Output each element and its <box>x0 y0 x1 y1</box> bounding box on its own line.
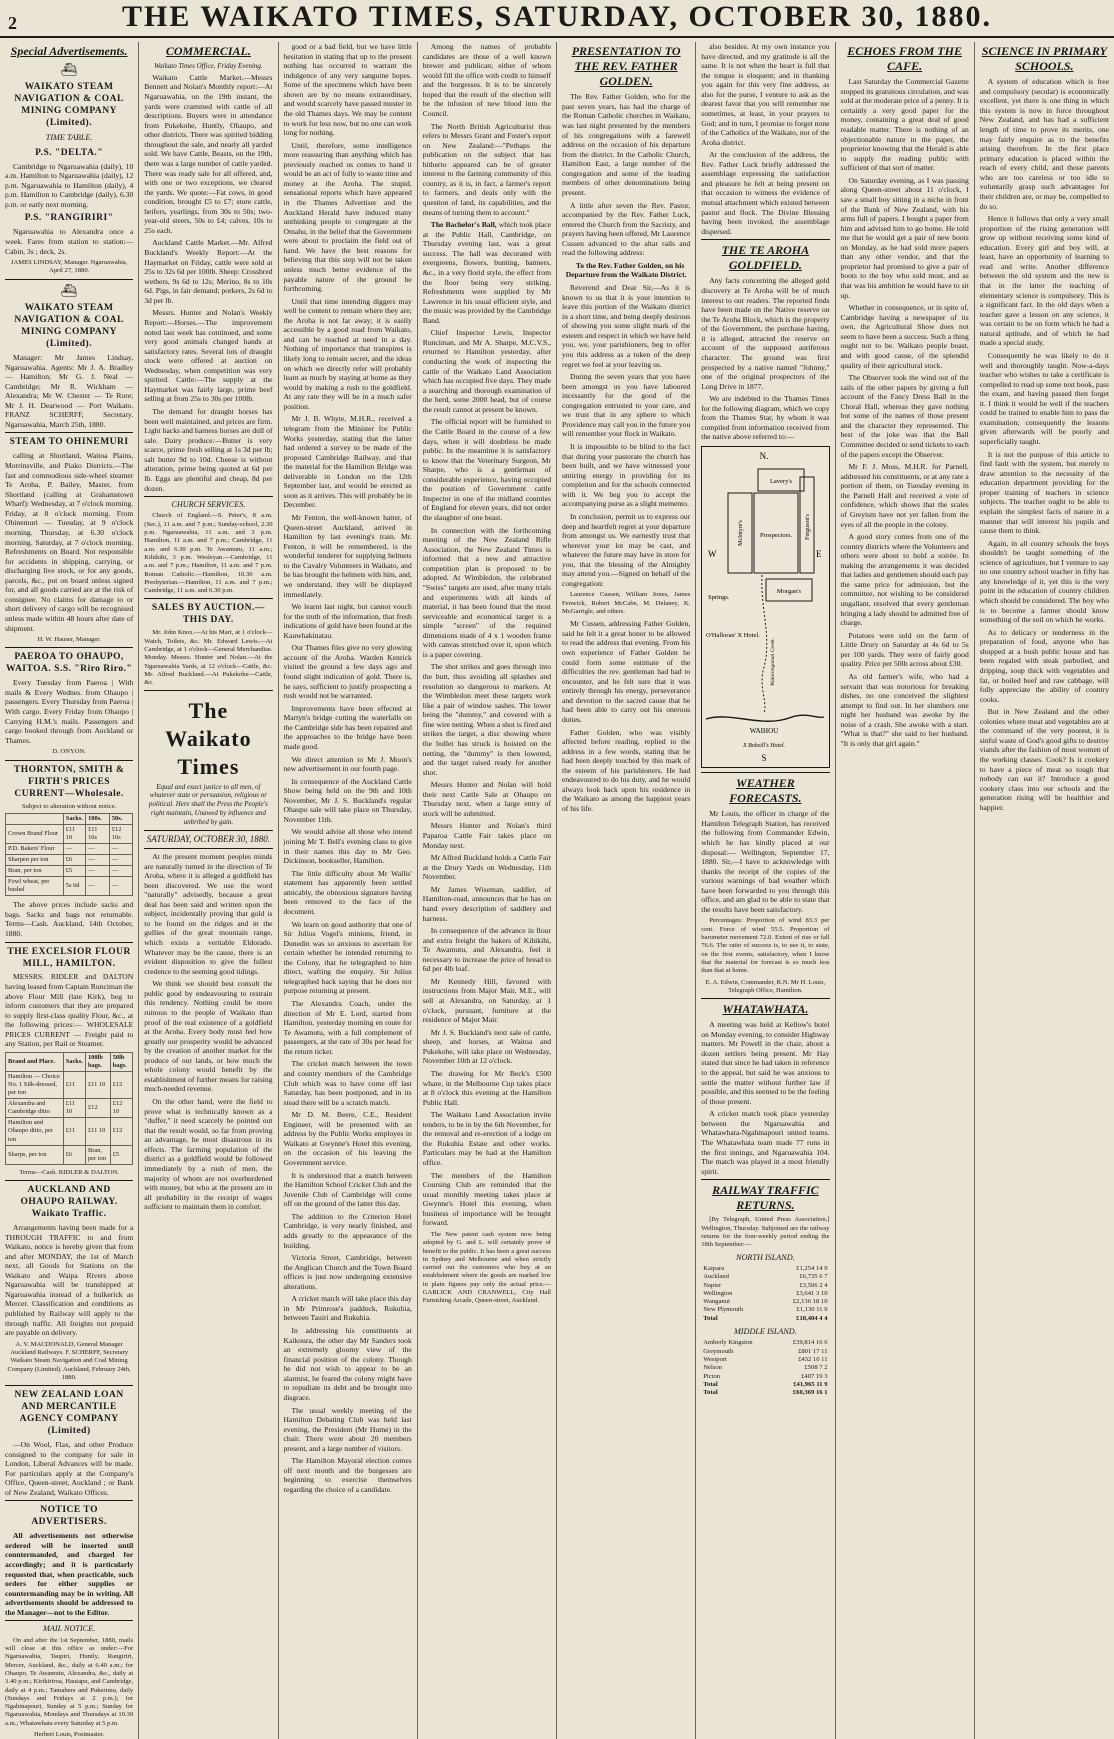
notice-title: NOTICE TO ADVERTISERS. <box>31 1505 107 1528</box>
table-cell: — <box>86 866 110 877</box>
table-row <box>701 1356 829 1364</box>
table-header: 100s. <box>86 813 110 824</box>
notice-title: PAEROA TO OHAUPO, WAITOA. S.S. "Riro Riro." <box>6 652 133 675</box>
map-river-line <box>706 715 824 721</box>
table-cell: Total <box>703 1389 718 1397</box>
table-header: Brand and Place. <box>6 1052 64 1071</box>
leader-paragraph: On the other hand, were the field to prove what is technically known as a "duffer," it need scarcely be pointed out that the result would, so far from proving an advantage, be most disastrous in its effects. The farming population of the district as a goldfield would be followed immediately by a rush of men, the majority of whom are not overburdened with money, but who at the present are in all probability in the receipt of wages sufficient to maintain them in comfort. <box>144 1097 273 1212</box>
article-paragraph: Messrs. Hunter and Nolan's Weekly Report:—Horses.—The improvement noted last week has continued, and some very good animals changed hands at satisfactory rates. Several lots of draught stock were offered at auction on Wednesday, when competition was very spirited. Cattle:—The supply at the Haymarket was fairly large, prime beef selling at from 25s to 30s per 100lb. <box>144 308 273 404</box>
table-cell: £12 <box>85 1099 110 1118</box>
article-paragraph: Until that time intending diggers may well be content to remain where they are; the Aroha is not far away; it is easily accessible by a good road from Waikato, and can be reached at need in a day. Nothing of importance that transpires is likely long to remain secret, and the ideas on which we directly refer will probably learn as much by staying at home as they would by making a rush to the goldfield. At any rate they will be in a much safer position. <box>283 296 412 411</box>
table-row <box>6 877 133 896</box>
price-table-excelsior <box>5 1052 133 1165</box>
table-cell: £11 <box>63 1072 85 1099</box>
notice-text: calling at Shortland, Waitoa Plains, Morrinsville, and Piako Districts.—The fast and commodious side-wheel steamer Te Aroha, P. Bailey, Master, from Shortland (calling at Grahamstown Wharf): Wednesday, at 7 o'clock morning. Friday, at 8 o'clock morning. From Ohinemuri — Tuesday, at 9 o'clock morning. Thursday, at 6.30 o'clock morning. Saturday, at 7 o'clock morning. Refreshments on Board. Not responsible for accidents in shipping, carrying, or discharging live stock, or for any goods, parcels, &c., put on board unless signed for, and all goods carried are at the risk of consignee. No claims for damage to or short delivery of cargo will be recognised unless made within 48 hours after date of shipment. <box>5 451 134 633</box>
commercial-subheading: Waikato Times Office, Friday Evening. <box>154 62 263 71</box>
news-item: Mr Kennedy Hill, favored with instructions from Major Mair, M.E., will sell at Alexandra, on Saturday, at 1 o'clock, pursuant, furniture at the residence of Major Mair. <box>422 976 551 1025</box>
signoff: E. A. Edwin, Commander, R.N. Mr H. Louis, Telegraph Office, Hamilton. <box>705 978 826 994</box>
table-cell: Westport <box>703 1355 727 1363</box>
table-header: 100lb bags. <box>85 1052 110 1071</box>
article-paragraph: Mr Louis, the officer in charge of the Hamilton Telegraph Station, has received the following from Commander Edwin, which he has kindly placed at our disposal:— Wellington, September 17, 1880. Sir,—I have to acknowledge with thanks the receipt of the copies of the various warnings of bad weather which have been forwarded to you through this office, and am glad to be able to state that the results have been satisfactory. <box>701 809 830 914</box>
sales-heading: SALES BY AUCTION.—THIS DAY. <box>151 603 265 626</box>
weather-heading: WEATHER FORECASTS. <box>729 776 802 806</box>
divider <box>144 830 272 831</box>
news-item: The North British Agriculturist thus refers to Messrs Grant and Foster's report on New Zealand:—"Perhaps the publication on the subject that has hitherto appeared can be of greater interest to the farming community of this country, as it is, in fact, a farmer's report to farmers, and deals only with the question of land, its capabilities, and the means of turning them to account." <box>422 121 551 217</box>
article-paragraph: As to delicacy or tenderness in the preparation of food, anyone who has shopped at a bush public house and has been regaled with steak parboiled, and dripping, soup thick with vegetables and fat, or boiled beef and raw cabbage, will fully appreciate the ability of country cooks. <box>979 627 1109 704</box>
church-services-text: Church of England.—S. Peter's, 8 a.m. (Sec.), 11 a.m. and 7 p.m.; Sunday-school, 2.30 p.m. Ngaruawahia, 11 a.m. and 3 p.m. Hamilton, 11 a.m. and 7 p.m.; Cambridge, 11 a.m. and 6.30 p.m. Te Awamutu, 11 a.m.; Kihikihi, 3 p.m. Wesleyan.—Cambridge, 11 a.m. and 7 p.m.; Hamilton, 11 a.m. and 7 p.m. Roman Catholic.—Hamilton, 10.30 a.m. Presbyterian.—Hamilton, 11 a.m. and 7 p.m.; Cambridge, 11 a.m. and 6.30 p.m. <box>144 512 273 595</box>
column-1-advertisements <box>0 42 139 1739</box>
article-paragraph: It is not the purpose of this article to find fault with the system, but merely to draw attention to the necessity of the education department providing for the proper training of teachers in science subjects. The teacher ought to be able to explain the simplest facts of nature in a manner that will interest his pupils and cause them to think. <box>979 449 1109 536</box>
column-5-presentation <box>557 42 696 1739</box>
science-heading: SCIENCE IN PRIMARY SCHOOLS. <box>981 44 1107 74</box>
table-cell: £6,735 6 7 <box>799 1273 828 1281</box>
table-cell: £11 10s <box>86 824 110 843</box>
map-river-label: WAIHOU <box>750 727 779 736</box>
divider <box>5 1180 133 1181</box>
notice-text: All advertisements not otherwise ordered will be inserted until countermanded, and charged for accordingly; and it is particularly requested that, when practicable, such orders for either supplies or countermanding may be in writing. All advertisements should be addressed to the Manager—not to the Editor. <box>5 1531 134 1617</box>
table-header: Sacks. <box>63 813 85 824</box>
steamship-icon: ⛴ <box>60 282 78 298</box>
table-row <box>6 855 133 866</box>
table-cell: — <box>86 855 110 866</box>
table-cell: Kaipara <box>703 1264 725 1272</box>
table-row <box>701 1306 829 1314</box>
goldfield-heading: THE TE AROHA GOLDFIELD. <box>721 243 810 273</box>
table-row <box>6 1072 133 1099</box>
price-table-thornton <box>5 813 133 897</box>
notice-text: On and after the 1st September, 1880, mails will close at this office as under:—For Ngaruawahia, Taupiri, Huntly, Rangiriri, Mercer, Auckland, &c., daily at 6.40 a.m.; for Ohaupo, Te Awamutu, Alexandra, &c., daily at 3.40 p.m.; Kirikiriroa, Hautapu, and Cambridge, daily at 4 p.m.; Tamahere and Pukerimu, daily (Sundays and Fridays at 2 p.m.); for Ngahinapouri, Sunday at 5 p.m.; Sunday for Ngaruawahia, Mondays and Thursdays at 10.30 a.m.; Whatawhata every Saturday at 5 p.m. <box>5 1636 134 1727</box>
news-item: The usual weekly meeting of the Hamilton Debating Club was held last evening, the President (Mr Hume) in the chair. There were about 20 members present, and a large number of visitors. <box>283 1405 412 1453</box>
article-paragraph: At the conclusion of the address, the Rev. Father Luck briefly addressed the assemblage expressing the satisfaction and pleasure he felt at being present on that occasion to witness the evidence of mutual attachment which existed between pastor and flock. The Divine Blessing having been invoked, the assemblage dispersed. <box>701 150 830 236</box>
notice-title: MAIL NOTICE. <box>43 1624 96 1634</box>
traffic-section-label: NORTH ISLAND. <box>736 1252 795 1262</box>
table-cell: £11 10 <box>85 1118 110 1145</box>
table-cell: £407 19 3 <box>801 1372 828 1380</box>
divider <box>701 239 829 240</box>
divider <box>5 1620 133 1621</box>
railway-heading: RAILWAY TRAFFIC RETURNS. <box>712 1183 819 1213</box>
news-item: In connection with the forthcoming meeting of the New Zealand Rifle Association, the New Zealand Times is informed that a new and attractive competition plan is proposed to be adopted. At Wimbledon, the celebrated "Swiss" targets are used, after many trials and experiments with all kinds of material, it has been found that the most serviceable and economical target is a simple "screen" of the required dimensions made of 4 x 1 wooden frame with canvas stretched over it, upon which is a paper covering. <box>422 525 551 659</box>
map-east-label: E <box>816 549 822 560</box>
news-item: The addition to the Criterion Hotel Cambridge, is very nearly finished, and adds greatly to the appearance of the building. <box>283 1211 412 1250</box>
article-paragraph: A cricket match took place yesterday between the Ngaruawahia and Whatawhata-Ngahinapouri united teams. The Whatawhata team made 77 runs in the first innings, and Ngaruawahia 104. The match was played in a most friendly spirit. <box>701 1109 830 1176</box>
article-paragraph: Potatoes were sold on the farm of Little Drury on Saturday at 4s 6d to 5s per 100 yards. They were of fairly good quality. Price per 50lb across about £30. <box>840 630 969 669</box>
table-cell: £11 10 <box>85 1072 110 1099</box>
table-row <box>6 1099 133 1118</box>
traffic-table-north <box>701 1265 829 1323</box>
news-item: The Waikato Land Association invite tenders, to be in by the 6th November, for the removal and re-erection of a lodge on the Rukuhia Estate and other works. Particulars may be had at the Hamilton office. <box>422 1110 551 1167</box>
table-cell: Sharpen per ton <box>6 855 64 866</box>
notice-text: The above prices include sacks and bags. Sacks and bags not returnable. Terms—Cash. Auckland, 14th October, 1880. <box>5 900 134 938</box>
table-row <box>701 1265 829 1273</box>
table-cell: Auckland <box>703 1273 729 1281</box>
divider <box>701 772 829 773</box>
table-row <box>701 1348 829 1356</box>
article-paragraph: The demand for draught horses has been well maintained, and prices are firm. Light hacks and harness horses are dull of sale. Dairy produce:—Butter is very scarce, prime fresh selling at 1s 3d per lb; salt butter 9d to 10d. Cheese is without alteration, prime being quoted at 6d per lb. Eggs are plentiful and cheap, 8d per dozen. <box>144 407 273 493</box>
article-paragraph: But in New Zealand and the other colonies where meat and vegetables are at the command of the very poorest, it is sinful waste of God's good gifts to destroy viands after the fashion of most women of the working classes. Cook? Is it cookery to have a piece of meat so tough that nobody can eat it? Introduce a good cookery class into our schools and the generation rising will be healthier and happier. <box>979 707 1109 812</box>
news-item: The little difficulty about Mr Wallis' statement has apparently been settled amicably, the obnoxious signature having been removed to the face of the document. <box>283 868 412 916</box>
table-cell: — <box>63 843 85 854</box>
notice-title: THORNTON, SMITH & FIRTH'S PRICES CURRENT—Wholesale. <box>13 764 125 799</box>
table-cell: Amberly Kingston <box>703 1339 753 1347</box>
timetable-label: TIME TABLE. <box>45 133 93 143</box>
map-south-label: S <box>761 753 767 764</box>
notice-title: AUCKLAND AND OHAUPO RAILWAY. Waikato Traffic. <box>20 1185 118 1219</box>
map-claim-label: Ferguson's <box>805 514 812 540</box>
news-item: We would advise all those who intend joining Mr T. Bell's evening class to give in their names this day to Mr Geo. Dickinson, bookseller, Hamilton. <box>283 827 412 866</box>
table-cell: Nelson <box>703 1364 722 1372</box>
news-item: In consequence of the advance in flour and extra freight the bakers of Kihikihi, Te Awamutu, and Alexandra, feel it necessary to increase the price of bread to 6d per 4lb loaf. <box>422 926 551 974</box>
table-cell: £508 7 2 <box>804 1364 828 1372</box>
signoff: H. W. Hauser, Manager. <box>37 636 101 644</box>
steamship-icon: ⛴ <box>60 62 78 78</box>
table-cell: £11 <box>63 1118 85 1145</box>
divider <box>144 848 272 849</box>
article-paragraph: Reverend and Dear Sir,—As it is known to us that it is your intention to leave this portion of the Waikato district in a short time, and being deeply desirous of showing you some slight mark of the esteem and respect in which we have held you, we, your parishioners, beg to offer you this address as a token of the deep regret we feel at your leaving us. <box>562 283 691 369</box>
notice-text: —On Wool, Flax, and other Produce consigned to the company for sale in London, Liberal Advances will be made. For particulars apply at the Company's Office, Queen-street, Auckland ; or Bank of New Zealand, Waikato Offices. <box>5 1440 134 1497</box>
notice-subtitle: Subject to alteration without notice. <box>21 802 117 810</box>
map-west-label: W <box>708 549 717 560</box>
table-row <box>6 843 133 854</box>
article-paragraph: During the seven years that you have been amongst us you have laboured incessantly for the good of the congregation entrusted to your care, and we trust that in any sphere to which Providence may call you in the future you will remember your flock in Waikato. <box>562 372 691 439</box>
paper-nameplate: The Waikato Times <box>165 698 252 779</box>
article-paragraph: Hence it follows that only a very small proportion of the rising generation will grow up without receiving some kind of education. Every girl and boy will, at least, have an opportunity of learning to read and write. Another difference between the old system and the new is that in the latter the teaching of elementary science is compulsory. This is a significant fact. In the old days when a teacher gave a lesson on any science, it was certain to be on form which he had a natural aptitude, and of which he had made a special study. <box>979 214 1109 348</box>
table-cell: £41,965 11 9 <box>793 1380 828 1388</box>
page-number: 2 <box>8 13 17 33</box>
ship-name: P.S. "RANGIRIRI" <box>24 213 114 224</box>
church-services-heading: CHURCH SERVICES. <box>171 500 246 510</box>
table-cell: £12 10s <box>109 824 132 843</box>
advertorial: The New patent cash system now being adopted by G. and L. will certainly prove of benefit to the public. It has been a great success in Sydney and Melbourne and when strictly carried out the customers who buy at an establishment where the goods are marked low in plain figures pay only the actual price.—GARLICK AND CRANWELL, City Hall Furnishing Arcade, Queen-street, Auckland. <box>422 1230 551 1305</box>
table-row <box>701 1298 829 1306</box>
table-row <box>6 866 133 877</box>
article-paragraph: Father Golden, who was visibly affected before reading, replied to the address in a few words, stating that he had been deeply touched by this mark of the esteem of his parishioners. He had endeavoured to do his duty, and he would always look back upon his residence in the Waikato as among the happiest years of his life. <box>562 727 691 814</box>
column-4-news <box>418 42 557 1739</box>
news-item: In addressing his constituents at Kaikoura, the other day Mr Sanders took an extremely gloomy view of the financial position of the colony. Though he did not wish to appear to be an alarmist, he feared the colony might have to repudiate its debt and be brought into disgrace. <box>283 1326 412 1402</box>
table-cell: Hamilton — Choice No. 1 Silk-dressed, per ton <box>6 1072 64 1099</box>
address-signatures: Laurence Cussen, William Jones, James Fenwick, Robert McCabe, M. Delaney, K. McGarrigle, and others. <box>562 591 691 616</box>
article-paragraph: Any facts concerning the alleged gold discovery at Te Aroha will be of much interest to our readers. The reported finds have been made on the Native reserve on the Te Aroha Block, which is the property of the Government, the purchase having, it is alleged, attracted the reserve on account of the supposed auriferous character. The ground was first prospected by a native named "Johnny," one of the original prospectors of the Long Drive in 1877. <box>701 276 830 391</box>
notice-text: MESSRS. RIDLER and DALTON having leased from Captain Runciman the above Flour Mill (late Kirk), beg to inform customers that they are prepared to supply first-class quality Flour, &c., at the following prices:— WHOLESALE PRICES CURRENT — Freight paid to any Station, per Rail or Steamer. <box>5 972 134 1049</box>
leader-paragraph: At the present moment peoples minds are naturally turned in the direction of Te Aroha, where it is alleged a goldfield has been discovered. We use the word "naturally" advisedly, because a great deal has been said and written upon the subject, incidentally proving that gold is to be found on the ridges and in the gullies of the great mountain range, which exists a veritable Eldorado. Whatever may be the cause, there is an evident disposition to give the fullest credence to the seeming good tidings. <box>144 851 273 976</box>
article-paragraph: Mr F. J. Moss, M.H.R. for Parnell, addressed his constituents, or at any rate a portion of them, on Tuesday evening in the Parnell Hall and received a vote of confidence, which shows that the scales of Greyism have not yet fallen from the eyes of all the people in the colony. <box>840 462 969 529</box>
divider <box>144 690 272 691</box>
column-3-news <box>279 42 418 1739</box>
table-cell: Bran, per ton <box>85 1145 110 1164</box>
table-cell: £6 <box>63 855 85 866</box>
table-cell: Alexandra and Cambridge ditto <box>6 1099 64 1118</box>
divider <box>5 1500 133 1501</box>
map-claim-label: Lavery's <box>770 478 793 486</box>
news-item: The Hamilton Mayoral election comes off next month and the burgesses are beginning to exercise themselves regarding the choice of a candidate. <box>283 1456 412 1494</box>
table-cell: £12 10 <box>110 1099 133 1118</box>
article-paragraph: The Rev. Father Golden, who for the past seven years, has had the charge of the Roman Catholic churches in Waikato, was last night presented by the members of his congregations with a farewell address on the occasion of his departure from the district. In the Catholic Church, Hamilton East, a large number of the congregation and some of the leading members of other denominations being present. <box>562 92 691 197</box>
map-north-label: N. <box>759 451 769 462</box>
news-item: A cricket match will take place this day in Mr Primrose's paddock, Rukuhia, between Tauiri and Rukuhia. <box>283 1294 412 1323</box>
article-paragraph: Whether in consequence, or in spite of, Cambridge having a newspaper of its own, the Agricultural Show does not seem to have been a success. Such a thing ought not to be. Waikato people boast, and with good cause, of the splendid quality of their agricultural stock. <box>840 303 969 370</box>
article-paragraph: Mr Cussen, addressing Father Golden, said he felt it a great honor to be allowed to read the address that evening. From his own experience of Father Golden he could form some estimate of the difficulties the rev. gentleman had had to encounter, and he felt sure that it was entirely through his energy, perseverance and devotion to the sacred cause that he had been able to carry out his onerous duties. <box>562 619 691 724</box>
table-row <box>701 1339 829 1347</box>
article-paragraph: As old farmer's wife, who had a servant that was notorious for breaking dishes, no one conceived the slightest attempt to find out. In her slumbers one night her husband was awoke by the noise of a crash. She awoke with a start. "What is that?" she said to her husband. "It is only that girl again." <box>840 671 969 748</box>
divider <box>144 496 272 497</box>
table-row <box>701 1282 829 1290</box>
timetable-text: Cambridge to Ngaruawahia (daily), 10 a.m. Hamilton to Ngaruawahia (daily), 12 p.m. Ngaruawahia to Hamilton (daily), 4 p.m. Hamilton to Cambridge (daily), 6.30 p.m. or early next morning. <box>5 161 134 209</box>
table-cell: £6 <box>63 1145 85 1164</box>
news-item: Messrs Hunter and Nolan will hold their next Cattle Sale at Ohaupo on Thursday next, when a large entry of stock will be submitted. <box>422 780 551 818</box>
traffic-table-middle <box>701 1339 829 1397</box>
news-item: Among the names of probable candidates are those of a well known brewer and publican; either of whom would fill the office with credit to himself and the burgesses. It is to be sincerely hoped that the result of the election will be the infusion of new blood into the Council. <box>422 42 551 118</box>
divider <box>5 647 133 648</box>
timetable-text: Ngaruawahia to Alexandra once a week. Fares from station to station:—Cabin, 3s ; deck, 2s. <box>5 227 134 256</box>
news-item: The Alexandra Coach, under the direction of Mr E. Lord, started from Hamilton, yesterday morning en route for Te Awamutu, with a full complement of passengers, at the rate of 30s per head for the return ticket. <box>283 999 412 1056</box>
table-cell: £432 10 11 <box>798 1355 828 1363</box>
article-paragraph: On Saturday evening, as I was passing along Queen-street about 11 o'clock, I saw a small boy sitting in a niche in front of the Bank of New Zealand, with his arms full of papers. I bought a paper from him and advised him to go home. He told me that he would get a pair of new boots on Monday, as he had sold more papers than any other vendor, and that the proprietor had promised to give a pair of boots to the boy who sold most, and as that was his ambition he would have to sit up. <box>840 175 969 300</box>
table-cell: Sharps, per ton <box>6 1145 64 1164</box>
news-item-body: which took place at the Public Hall, Cambridge, on Thursday evening last, was a great success. The hall was decorated with evergreens, flowers, bunting, banners, &c., in a very florid style, the effect from the floor being very striking. Refreshments were supplied by Mr Lawrence in his usual efficient style, and the music was provided by the Cambridge Band. <box>422 220 551 325</box>
news-item: The shot strikes and goes through into the butt, thus avoiding all splashes and resolution so dangerous to markers. At the Wimbledon meet these targets work like a pair of window sashes. The lower being the "dummy," and covered with a fine wire netting. When a shot is fired and strikes the target, a disc showing where the bullet has struck is hoisted on the netting, the "dummy" is then lowered, and the target raised ready for another shot. <box>422 662 551 777</box>
table-cell: £3,641 3 10 <box>796 1289 828 1297</box>
article-paragraph: [By Telegraph, United Press Association.] Wellington, Thursday. Subjoined are the railway returns for the four-weekly period ending the 18th September:— <box>701 1216 830 1249</box>
signoff: Terms—Cash. RIDLER & DALTON. <box>19 1168 119 1176</box>
table-cell: Crown Brand Flour <box>6 824 64 843</box>
map-claim-label: Morgan's <box>777 588 802 596</box>
article-paragraph: A little after seven the Rev. Pastor, accompanied by the Rev. Father Luck, entered the Church from the Sacristy, and prayers having been offered, Mr Laurence Cussen advanced to the altar rails and read the following address: <box>562 200 691 258</box>
news-item: Mr J. B. Whyte, M.H.R., received a telegram from the Minister for Public Works yesterday, stating that the latter had ordered a survey to be made of the proposed Cambridge Railway, and that the material for the Hamilton Bridge was deliverable in London on the 12th September last, and would be erected as soon as it arrives. This will probably be in December. <box>283 414 412 510</box>
ship-name: P.S. "DELTA." <box>35 147 104 158</box>
news-item: Mr J. S. Buckland's next sale of cattle, sheep, and horses, at Waitoa and Pukekohe, will take place on Wednesday, November 10th at 12 o'clock. <box>422 1027 551 1066</box>
commercial-heading: COMMERCIAL. <box>165 44 251 58</box>
article-paragraph: good or a bad field, but we have little hesitation in stating that up to the present nothing has occurred to warrant the indulgence of any very sanguine hopes. Some of the specimens which have been shown are by no means extraordinary, and would scarcely have passed muster in the old Thames days. We may be content to work for less now, but no one can work long for nothing. <box>283 42 412 138</box>
map-creek-label: Waiorongomai Creek. <box>770 638 777 687</box>
table-cell: £18,404 4 4 <box>796 1314 828 1322</box>
table-cell: £60,369 16 1 <box>792 1389 828 1397</box>
echoes-heading: ECHOES FROM THE CAFE. <box>847 44 962 74</box>
article-paragraph: also besides. At my own instance you have directed, and my gratitude is all the same. It is not when the heart is full that the tongue is eloquent; and in thanking you again for this very fine address, as also for the purse, I venture to ask as the dearest favor that you will remember me sometimes, at least, in your prayers to God; and in turn, I promise to forget none of the Catholics of the Waikato, nor of the Aroha district. <box>701 42 830 147</box>
notice-text: Manager: Mr James Lindsay, Ngaruawahia. Agents: Mr J. A. Bradley — Hamilton; Mr G. J. Neal — Cambridge; Mr R. Wickham — Alexandra; Mr W. Chester — Te Rore; Mr J. H. Dearwood — Port Waikato. FRANZ SCHERFF, Secretary. Ngaruawahia, March 25th, 1880. <box>5 352 134 429</box>
news-item: Improvements have been effected at Martyn's bridge cutting the waterfalls on the Cambridge side has been repaired and the approaches to the bridge have been made good. <box>283 703 412 751</box>
table-header <box>6 813 64 824</box>
map-springs-label: Springs. <box>708 594 730 602</box>
article-paragraph: The Observer took the wind out of the sails of the other papers by giving a full account of the Fancy Dress Ball in the Choral Hall, whereas they gave nothing but some of the names of those present and the character they represented. The best of the joke was that the Ball Committee decided to send tickets to each of the papers except the Observer. <box>840 373 969 459</box>
table-row <box>701 1364 829 1372</box>
table-cell: £12 <box>110 1118 133 1145</box>
article-paragraph: A good story comes from one of the country districts where the Volunteers and others were about to hold a soirée. In making the arrangements it was decided that ladies and gentlemen should each pay the same price for admission, but the committee, not wishing to be considered ungallant, resolved that every gentleman bringing a lady should be admitted free of charge. <box>840 532 969 628</box>
paper-motto: Equal and exact justice to all men, of whatever state or persuasion, religious or political. Here shall the Press the People's right maintain, Unawed by influence and unbribed by gain. <box>148 782 268 826</box>
divider <box>701 1179 829 1180</box>
column-2-commercial <box>139 42 278 1739</box>
table-cell: £11 10 <box>63 824 85 843</box>
table-row <box>6 1118 133 1145</box>
news-item <box>423 220 551 325</box>
sales-text: Mr. John Knox.—At his Mart, at 1 o'clock—Watch, Toilets, &c. Mr. Edward Lewis.—At Cambridge, at 1 o'clock—General Merchandise. Monday. Messrs. Hunter and Nolan.—At the Ngaruawahia Yards, at 12 o'clock—Cattle, &c. Mr. Alfred Buckland.—At Pukekohe—Cattle, &c. <box>144 629 273 687</box>
table-cell: £5 <box>110 1145 133 1164</box>
news-item: We learnt last night, but cannot vouch for the truth of the information, that fresh indications of gold have been found at the Kauwhakinatau. <box>283 602 412 640</box>
leader-paragraph: We think we should best consult the public good by endeavouring to restrain this tendency. Nothing could be more ruinous to the people of Waikato than proof of the real existence of a goldfield at the Aroha. Every body must feel how greatly our prosperity would be advanced by the creation of another market for the produce of our lands, or how much the whole colony would benefit by the establishment of further means for raising much-needed revenue. <box>144 979 273 1094</box>
divider <box>701 998 829 999</box>
news-item: Victoria Street, Cambridge, between the Anglican Church and the Town Board offices is just now undergoing extensive alterations. <box>283 1253 412 1291</box>
table-cell: — <box>86 843 110 854</box>
table-cell: Picton <box>703 1372 721 1380</box>
table-cell: New Plymouth <box>703 1306 743 1314</box>
table-cell: Hamilton and Ohaupo ditto, per ton <box>6 1118 64 1145</box>
news-item-lead: The Bachelor's Ball, <box>430 220 497 230</box>
divider <box>5 760 133 761</box>
table-cell: Napier <box>703 1281 722 1289</box>
whatawhata-heading: WHATAWHATA. <box>722 1002 809 1017</box>
article-paragraph: Consequently he was likely to do it well and thoroughly taught. Now-a-days teacher who wishes to take a certificate is compelled to read up some text book, pass the exam, and having passed then forget it. I think it would be well if the teachers could be trained to enable him to pass the examination; consequently the lessons given afterwards will be poorly and superficially taught. <box>979 350 1109 447</box>
special-advertisements-heading: Special Advertisements. <box>10 44 128 58</box>
divider <box>5 279 133 280</box>
table-cell: Greymouth <box>703 1347 734 1355</box>
signoff: Herbert Louis, Postmaster. <box>33 1731 105 1739</box>
table-cell: £5 <box>63 866 85 877</box>
table-cell: 5s 6d <box>63 877 85 896</box>
traffic-section-label: MIDDLE ISLAND. <box>733 1327 797 1337</box>
article-paragraph: Waikato Cattle Market.—Messrs Bennett and Nolan's Monthly report:—At Ngaruawahia, on the 19th instant, the yards were crammed with cattle of all descriptions. Buyers were in attendance from Pukekohe, Huntly, Ohaupo, and other districts. There was spirited bidding throughout the sale, and nearly all yarded sold. We have Cattle, Beasts, on the 19th, there was a large number of cattle yarded. There was ready sale for all offered, and, with one or two exceptions, we cleared the yards. We quote:—Fat cows, in good condition, brought £5 to £7; store cattle, heifers, yearlings, from 30s to 50s; two-year-old steers, 50s to £4; calves, 10s to 25s each. <box>144 72 273 235</box>
divider <box>5 1385 133 1386</box>
notice-title: NEW ZEALAND LOAN AND MERCANTILE AGENCY COMPANY (Limited) <box>14 1390 124 1437</box>
leader-dateline: SATURDAY, OCTOBER 30, 1880. <box>146 833 270 844</box>
table-cell: Fowl wheat, per bushel <box>6 877 64 896</box>
article-paragraph: Again, in all country schools the boys shouldn't be taught something of the science of agriculture, but I venture to say no one country school teacher in fifty has any knowledge of it, yet this is the very point in the education of country children which should be considered. The boy who is to become a farmer should know something of the soil on which he works. <box>979 538 1109 625</box>
notice-text: Every Tuesday from Paeroa | With mails & Every Wednes. from Ohaupo | passengers. Every Thursday from Paeroa | With cargo. Every Friday from Ohaupo | Carrying H.M.'s mails. Passengers and cargo booked through from Auckland or Thames. <box>5 678 134 745</box>
table-cell: £801 17 11 <box>798 1347 828 1355</box>
divider <box>5 432 133 433</box>
column-7-echoes <box>836 42 975 1739</box>
news-item: Mr Fenton, the well-known hatter, of Queen-street Auckland, arrived in Hamilton by last evening's train. Mr. Fenton, it will be remembered, is the wonderful tenderer for supplying helmets to the Cavalry Volunteers in Waikato, and he has brought the helmets with him, and, we understand, they will be displayed immediately. <box>283 513 412 599</box>
column-6-goldfield <box>696 42 835 1739</box>
table-cell: — <box>86 877 110 896</box>
news-item: The cricket match between the town and country members of the Cambridge Club which was to have come off last Saturday, has been postponed, and in its stead there will be a scratch match. <box>283 1059 412 1107</box>
table-row <box>701 1290 829 1298</box>
table-cell: Bran, per ton <box>6 866 64 877</box>
divider <box>144 598 272 599</box>
divider <box>5 942 133 943</box>
table-cell: £1,254 14 9 <box>796 1264 828 1272</box>
table-row <box>701 1381 829 1389</box>
notice-text: Arrangements having been made for a THROUGH TRAFFIC to and from Waikato, notice is hereby given that from and after MONDAY, the 1st of March next, all Goods for Stations on the Waikato and Waipa Rivers above Ngaruawahia will be transhipped at Ngaruawahia instead of a hulkerick as Mercer. Classification and conditions as published by Railway will apply to the through traffic. All freights not prepaid are payable on delivery. <box>5 1222 134 1338</box>
news-item: Chief Inspector Lewis, Inspector Runciman, and Mr A. Sharpe, M.C.V.S., returned to Hamilton yesterday, after conducting the work of inspecting the cattle of the Waikato Land Association which has occupied five days. They made a searching and thorough examination of the herd, some 2000 head, but of course the result cannot at present be known. <box>422 328 551 414</box>
table-row <box>6 1145 133 1164</box>
table-header-row <box>6 813 133 824</box>
table-cell: Total <box>703 1314 718 1322</box>
table-cell: Wellington <box>703 1289 733 1297</box>
goldfield-map-svg <box>702 447 826 765</box>
news-item: The drawing for Mr Beck's £500 whare, in the Melbourne Cup takes place at 8 o'clock this evening at the Hamilton Public Hall. <box>422 1068 551 1107</box>
news-item: Mr D. M. Beere, C.E., Resident Engineer, will be presented with an address by the Public Works employes in Waikato at Gwynne's Hotel this evening, on the occasion of his leaving the Government service. <box>283 1110 412 1167</box>
news-item: The official report will be furnished to the Cattle Board in the course of a few days, when it will doubtless be made public. In the meantime it is satisfactory to know that the Veterinary Surgeon, Mr Sharpe, who is a gentleman of considerable experience, having occupied the position of Government cattle Inspector in one of the midland counties of England for eleven years, did not order the slaughter of one beast. <box>422 417 551 522</box>
table-row <box>701 1315 829 1323</box>
column-8-science <box>975 42 1114 1739</box>
columns <box>0 42 1114 1739</box>
notice-title: WAIKATO STEAM NAVIGATION & COAL MINING COMPANY (Limited). <box>14 303 124 349</box>
table-cell: £2,136 18 10 <box>792 1298 828 1306</box>
table-cell: — <box>109 877 132 896</box>
news-item: Mr Alfred Buckland holds a Cattle Fair at the Drury Yards on Wednesday, 11th November. <box>422 853 551 882</box>
news-item: In consequence of the Auckland Cattle Show being held on the 9th and 10th November, Mr J. S. Buckland's regular Ohaupo sale will take place on Thursday, November 11th. <box>283 776 412 824</box>
signoff: JAMES LINDSAY, Manager. Ngaruawahia, April 27, 1880. <box>10 259 128 275</box>
map-hotel-label: X Bobsill's Hotel. <box>743 743 786 750</box>
table-row <box>701 1273 829 1281</box>
article-paragraph: We are indebted to the Thames Times for the following diagram, which we copy from the Thames Star, by whom it was compiled from information received from the native above referred to:— <box>701 394 830 442</box>
news-item: We learn on good authority that one of Sir Julius Vogel's minions, friend, in Dunedin was so anxious to ascertain for certain whether he intended returning to the Colony, that he telegraphed to him direct, wafting the enquiry. Sir Julius telegraphed back saying that he does not purpose returning at present. <box>283 919 412 996</box>
map-hotel-label: O'Halloran' X Hotel. <box>706 632 761 640</box>
table-header: 50s. <box>109 813 132 824</box>
map-claim-label: McIntyre's <box>738 520 745 546</box>
signoff: A. V. MACDONALD, General Manager Auckland Railways. F. SCHERFF, Secretary Waikato Steam Navigation and Coal Mining Company (Limited). Auckland, February 24th, 1880. <box>7 1340 131 1381</box>
news-item: Messrs Hunter and Nolan's third Paparoa Cattle Fair takes place on Monday next. <box>422 821 551 850</box>
news-item: It is understood that a match between the Hamilton School Cricket Club and the Juvenile Club of Cambridge will come off on the ground of the latter this day. <box>283 1170 412 1209</box>
article-paragraph: Percentages: Proportion of wind 83.3 per cent. Force of wind 55.5. Proportion of barometer movement 72.0. Extent of rise or fall 76.6. The ratio of success is, to use it, to state, on the first events, satisfactory, when I know that the material for forecast is so much less than that at home. <box>701 917 830 975</box>
news-item: Our Thames files give no very glowing account of the Aroha. Warden Kenrick visited the ground a few days ago and found slight indication of gold. There is, he says, sufficient to justify prospecting a rush would not be warranted. <box>283 643 412 701</box>
notice-title: STEAM TO OHINEMURI <box>9 437 129 448</box>
news-item: We direct attention to Mr J. Moon's new advertisement in our fourth page. <box>283 754 412 774</box>
table-cell: Wanganui <box>703 1298 730 1306</box>
signoff: D. ONYON. <box>52 748 86 756</box>
article-paragraph: Last Saturday the Commercial Gazette stopped its gratuitous circulation, and was sold at the moderate price of a penny. It is certainly a very good paper for the money, containing a great deal of good readable matter. There is nothing of an objectionable nature in the paper, the proprietor knowing that the Herald is able to supply the reading public with sufficient of that sort of matter. <box>840 77 969 173</box>
table-cell: — <box>109 843 132 854</box>
article-paragraph: A meeting was held at Kellow's hotel on Monday evening, to consider Highway matters. Mr Powell in the chair, about a dozen settlers being present. Mr Hay stated that since he had taken in reference to the appeal, but said he was anxious to settle the matter without further law if possible, and this seemed to be the feeling of those present. <box>701 1020 830 1106</box>
notice-title: THE EXCELSIOR FLOUR MILL, HAMILTON. <box>7 946 131 969</box>
article-paragraph: In conclusion, permit us to express our deep and heartfelt regret at your departure from amongst us. We earnestly trust that wherever your lot may be cast, and whatever the future may have in store for you, that the blessing of the Almighty may attend you.—Signed on behalf of the congregation: <box>562 511 691 588</box>
table-cell: — <box>109 866 132 877</box>
goldfield-map <box>701 446 829 768</box>
news-item: Mr James Wiseman, saddler, of Hamilton-road, announces that he has on hand every description of saddlery and harness. <box>422 884 551 923</box>
table-cell: — <box>109 855 132 866</box>
table-header: 50lb bags. <box>110 1052 133 1071</box>
table-row <box>701 1389 829 1397</box>
article-paragraph: It is impossible to be blind to the fact that during your pastorate the church has been built, and we have witnessed your untiring energy in providing for its completion and for the schools connected with it. We beg you to accept the accompanying purse as a slight memento. <box>562 442 691 509</box>
table-cell: £1,130 11 9 <box>796 1306 828 1314</box>
table-header-row <box>6 1052 133 1071</box>
table-cell: £39,814 16 6 <box>792 1339 828 1347</box>
article-paragraph: Until, therefore, some intelligence more reassuring than anything which has previously reached us comes to hand it would be an act of folly to waste time and money at the Aroha. The stupid, sensational reports which have appeared in the Thames Advertiser and the Auckland Herald have induced many unthinking people to congregate at the Omahu, in the belief that the Government were about to proclaim the field out of hand. We have the best reasons for believing that this step will not be taken unless much better evidence of the payable nature of the ground be forthcoming. <box>283 140 412 294</box>
address-salutation: To the Rev. Father Golden, on his Departure from the Waikato District. <box>565 260 687 280</box>
table-cell: £3,506 2 4 <box>799 1281 828 1289</box>
table-cell: P.D. Bakers' Flour <box>6 843 64 854</box>
table-cell: Total <box>703 1380 718 1388</box>
article-paragraph: A system of education which is free and compulsory (secular) is economically excellent, yet there is one thing in which this system is now in force throughout New Zealand, and has had a sufficient length of time to prove its merits, one may fairly enquire as to the benefits arising therefrom. In the first place primary education is placed within the reach of every child, and those parents who are too careless or too idle to voluntarily grasp such advantages for their children are, or may be, compelled to do so. <box>979 77 1110 211</box>
newspaper-title: THE WAIKATO TIMES, SATURDAY, OCTOBER 30, 1880. <box>122 0 992 33</box>
table-header: Sacks. <box>63 1052 85 1071</box>
article-paragraph: Auckland Cattle Market.—Mr. Alfred Buckland's Weekly Report:—At the Haymarket on Friday, cattle were sold at 25s to 32s 6d per 100lb. Sheep: Crossbred wethers, 9s 6d to 12s; Merino, 8s to 10s 6d. Pigs, in fair demand; porkers, 2s 6d to 3d per lb. <box>144 238 273 305</box>
table-cell: £11 10 <box>63 1099 85 1118</box>
table-row <box>701 1373 829 1381</box>
masthead <box>0 0 1114 38</box>
map-claim-label: Prospectors. <box>760 532 793 540</box>
table-row <box>6 824 133 843</box>
table-cell: £12 <box>110 1072 133 1099</box>
news-item: The members of the Hamilton Coursing Club are reminded that the usual monthly meeting takes place at Gwynne's Hotel this evening, when business of importance will be brought forward. <box>422 1170 551 1228</box>
notice-title: WAIKATO STEAM NAVIGATION & COAL MINING COMPANY (Limited). <box>14 82 124 129</box>
presentation-heading: PRESENTATION TO THE REV. FATHER GOLDEN. <box>571 44 681 89</box>
